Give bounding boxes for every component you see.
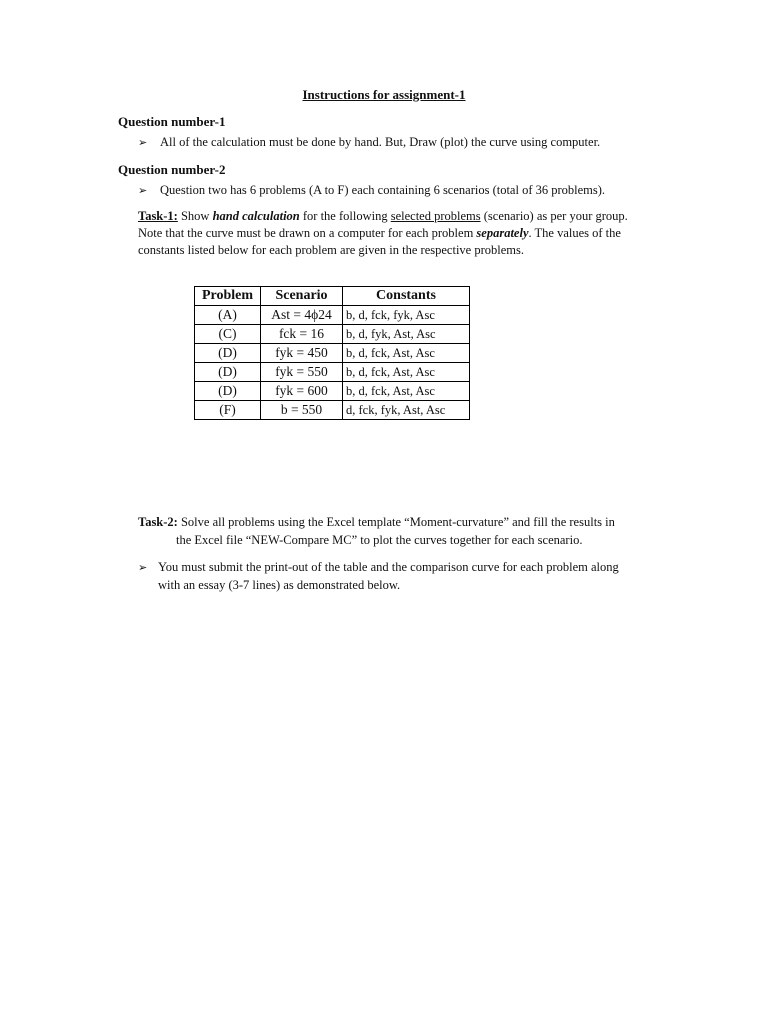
task-1-line-1 — [138, 209, 628, 224]
task-2-line-1 — [138, 515, 615, 530]
question-1-heading: Question number-1 — [118, 114, 226, 129]
task-1-line-2 — [138, 226, 621, 241]
question-1-text: All of the calculation must be done by hand. But, Draw (plot) the curve using computer. — [160, 135, 601, 149]
task-1-label: Task-1: — [138, 209, 178, 223]
cell-scenario: fyk = 450 — [261, 344, 343, 363]
task-1-text: Show — [177, 209, 213, 223]
question-2-text: Question two has 6 problems (A to F) each containing 6 scenarios (total of 36 problems). — [160, 183, 606, 197]
task-1-emphasis: hand calculation — [212, 209, 300, 223]
cell-scenario: b = 550 — [261, 401, 343, 420]
task-2-line-2: the Excel file “NEW-Compare MC” to plot the curves together for each scenario. — [176, 533, 583, 547]
arrow-bullet-icon: ➢ — [138, 562, 148, 574]
task-2-bullet-line-2: with an essay (3-7 lines) as demonstrated below. — [158, 578, 401, 592]
cell-scenario: Ast = 4ϕ24 — [261, 306, 343, 325]
cell-problem: (A) — [195, 306, 261, 325]
cell-constants: b, d, fck, Ast, Asc — [343, 382, 470, 401]
cell-problem: (D) — [195, 382, 261, 401]
task-2-text: Solve all problems using the Excel template “Moment-curvature” and fill the results in — [177, 515, 615, 529]
table-row — [195, 306, 470, 325]
cell-problem: (C) — [195, 325, 261, 344]
cell-problem: (D) — [195, 344, 261, 363]
question-1-bullet — [138, 135, 600, 150]
table-row — [195, 363, 470, 382]
task-1-text: (scenario) as per your group. — [480, 209, 628, 223]
table-row — [195, 325, 470, 344]
scenario-table — [194, 286, 470, 420]
cell-constants: b, d, fck, Ast, Asc — [343, 363, 470, 382]
table-row — [195, 344, 470, 363]
header-constants: Constants — [343, 287, 470, 306]
cell-scenario: fyk = 550 — [261, 363, 343, 382]
task-1-line-3: constants listed below for each problem are given in the respective problems. — [138, 243, 524, 257]
cell-problem: (F) — [195, 401, 261, 420]
task-1-text: Note that the curve must be drawn on a computer for each problem — [138, 226, 477, 240]
table-row — [195, 382, 470, 401]
task-2-bullet-text: You must submit the print-out of the table and the comparison curve for each problem along — [158, 560, 619, 574]
cell-constants: b, d, fck, Ast, Asc — [343, 344, 470, 363]
cell-constants: b, d, fck, fyk, Asc — [343, 306, 470, 325]
arrow-bullet-icon: ➢ — [138, 185, 148, 197]
arrow-bullet-icon: ➢ — [138, 137, 148, 149]
header-scenario: Scenario — [261, 287, 343, 306]
cell-scenario: fck = 16 — [261, 325, 343, 344]
table-header-row — [195, 287, 470, 306]
task-1-emphasis: separately — [476, 226, 529, 240]
task-1-text: for the following — [299, 209, 391, 223]
cell-constants: b, d, fyk, Ast, Asc — [343, 325, 470, 344]
task-1-underlined: selected problems — [390, 209, 481, 223]
task-2-bullet — [138, 560, 619, 575]
cell-constants: d, fck, fyk, Ast, Asc — [343, 401, 470, 420]
header-problem: Problem — [195, 287, 261, 306]
page-title: Instructions for assignment-1 — [302, 87, 466, 102]
question-2-bullet — [138, 183, 605, 198]
task-2-label: Task-2: — [138, 515, 178, 529]
cell-scenario: fyk = 600 — [261, 382, 343, 401]
table-row — [195, 401, 470, 420]
question-2-heading: Question number-2 — [118, 162, 226, 177]
cell-problem: (D) — [195, 363, 261, 382]
task-1-text: . The values of the — [528, 226, 621, 240]
